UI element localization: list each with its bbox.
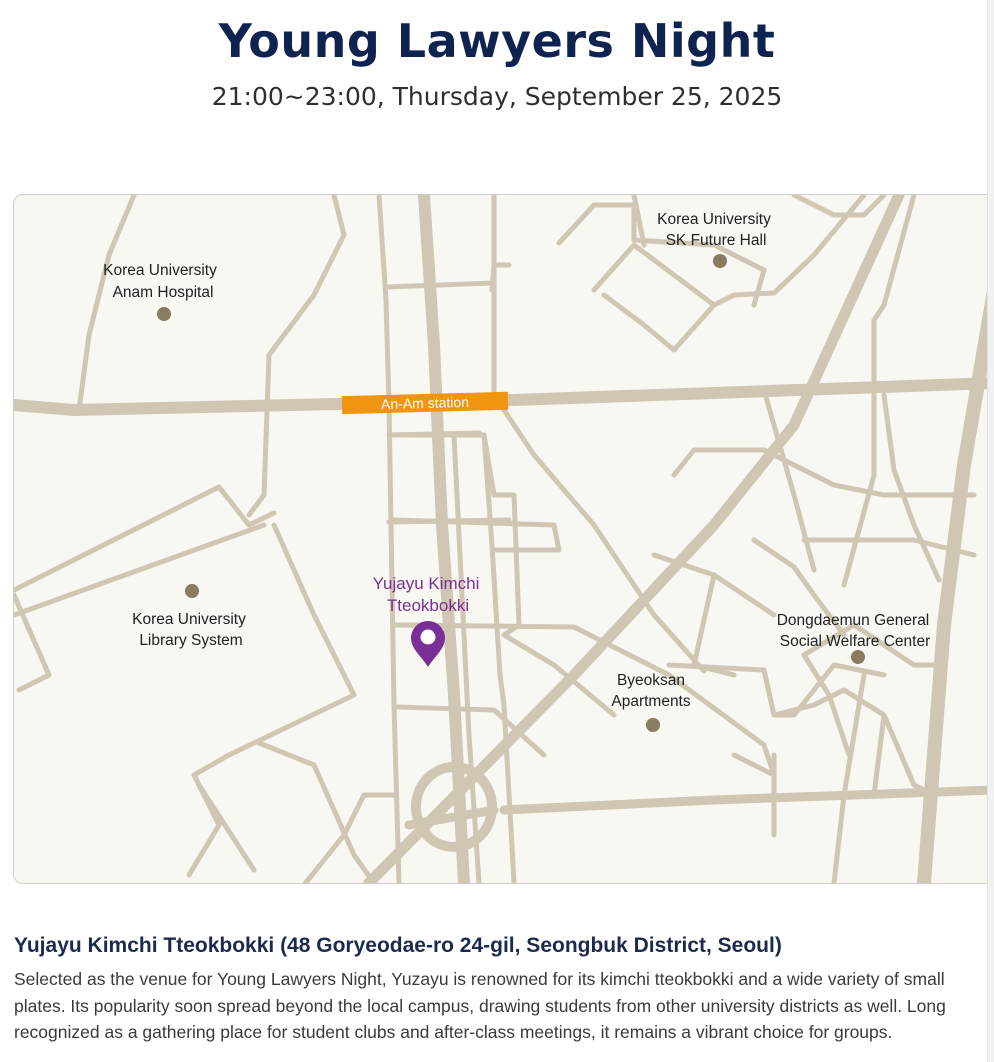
- label-byeoksan-1: Byeoksan: [616, 672, 686, 689]
- label-sk-future-hall-2: SK Future Hall: [665, 232, 767, 249]
- event-datetime: 21:00~23:00, Thursday, September 25, 2025: [211, 82, 783, 111]
- label-library-system-2: Library System: [139, 632, 243, 649]
- label-welfare-center-2: Social Welfare Center: [779, 633, 931, 650]
- page-title: Young Lawyers Night: [218, 14, 776, 68]
- landmark-labels: [103, 211, 930, 710]
- landmark-dot-welfare-center: [851, 650, 865, 664]
- label-byeoksan-2: Apartments: [611, 693, 691, 710]
- label-library-system-1: Korea University: [132, 611, 246, 628]
- venue-description: Selected as the venue for Young Lawyers Night, Yuzayu is renowned for its kimchi tteokbokki and a wide variety of small plates. Its popularity soon spread beyond the local campus, drawing students from other university districts as well. Long recognized as a gathering place for student clubs and after-class meetings, it remains a vibrant choice for groups.: [14, 969, 946, 1042]
- venue-heading: Yujayu Kimchi Tteokbokki (48 Goryeodae-ro 24-gil, Seongbuk District, Seoul): [14, 934, 782, 957]
- venue-map[interactable]: [13, 194, 994, 884]
- scrollbar[interactable]: [987, 0, 994, 1062]
- station-badge[interactable]: [342, 392, 508, 414]
- landmark-dot-library-system: [185, 584, 199, 598]
- venue-label-line1: Yujayu Kimchi: [372, 574, 480, 593]
- label-welfare-center-1: Dongdaemun General: [776, 612, 930, 629]
- label-anam-hospital-1: Korea University: [103, 262, 217, 279]
- station-label: An-Am station: [380, 393, 470, 413]
- venue-label-line2: Tteokbokki: [386, 596, 470, 615]
- map-pin-icon[interactable]: [411, 621, 445, 667]
- label-anam-hospital-2: Anam Hospital: [112, 284, 214, 301]
- landmark-dot-anam-hospital: [157, 307, 171, 321]
- map-canvas: [14, 195, 994, 883]
- label-sk-future-hall-1: Korea University: [657, 211, 771, 228]
- landmark-dot-sk-future-hall: [713, 254, 727, 268]
- landmark-dot-byeoksan: [646, 718, 660, 732]
